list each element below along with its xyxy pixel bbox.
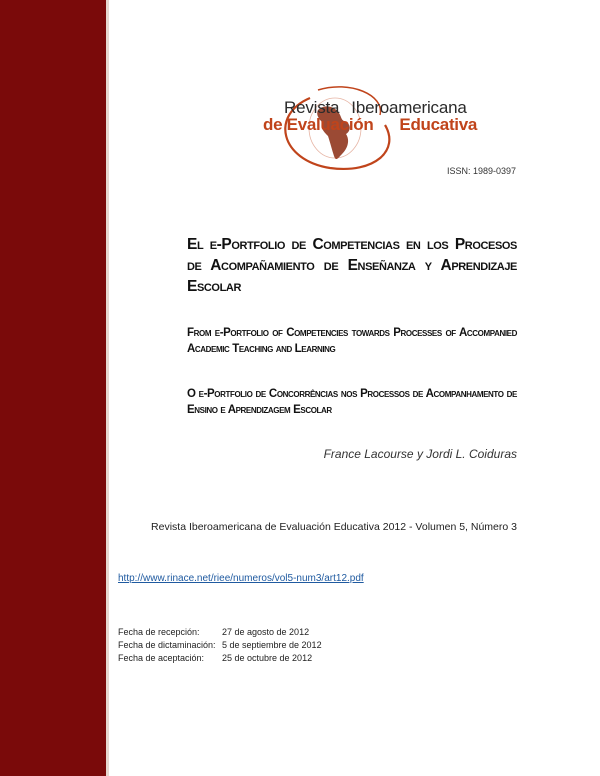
date-value: 27 de agosto de 2012 [222,627,310,637]
journal-reference: Revista Iberoamericana de Evaluación Educativa 2012 - Volumen 5, Número 3 [151,521,517,533]
title-spanish: El e-Portfolio de Competencias en los Procesos de Acompañamiento de Enseñanza y Aprendizaje Escolar [187,236,517,295]
sidebar-band [0,0,106,776]
date-label: Fecha de dictaminación: [118,640,216,650]
logo-word-educativa: Educativa [399,115,478,134]
date-value: 5 de septiembre de 2012 [222,640,322,650]
logo-word-revista: Revista [284,98,340,117]
date-label: Fecha de recepción: [118,627,200,637]
issn-label: ISSN: 1989-0397 [446,166,516,176]
title-portuguese: O e-Portfolio de Concorrências nos Processos de Acompanhamento de Ensino e Aprendizagem Escolar [187,388,517,416]
logo-word-iberoamericana: Iberoamericana [351,98,467,117]
date-row-reception [118,626,322,639]
title-english: From e-Portfolio of Competencies towards Processes of Accompanied Academic Teaching and Learning [187,327,517,355]
authors: France Lacourse y Jordi L. Coiduras [323,447,517,461]
dates-block [118,626,322,665]
date-label: Fecha de aceptación: [118,653,205,663]
date-row-acceptance [118,652,322,665]
article-url-link[interactable]: http://www.rinace.net/riee/numeros/vol5-num3/art12.pdf [118,573,364,584]
date-row-review [118,639,322,652]
logo-word-de-evaluacion: de Evaluación [263,115,374,134]
sidebar-edge [106,0,109,776]
logo-title-line2 [263,115,477,135]
date-value: 25 de octubre de 2012 [222,653,313,663]
journal-logo [200,70,480,175]
